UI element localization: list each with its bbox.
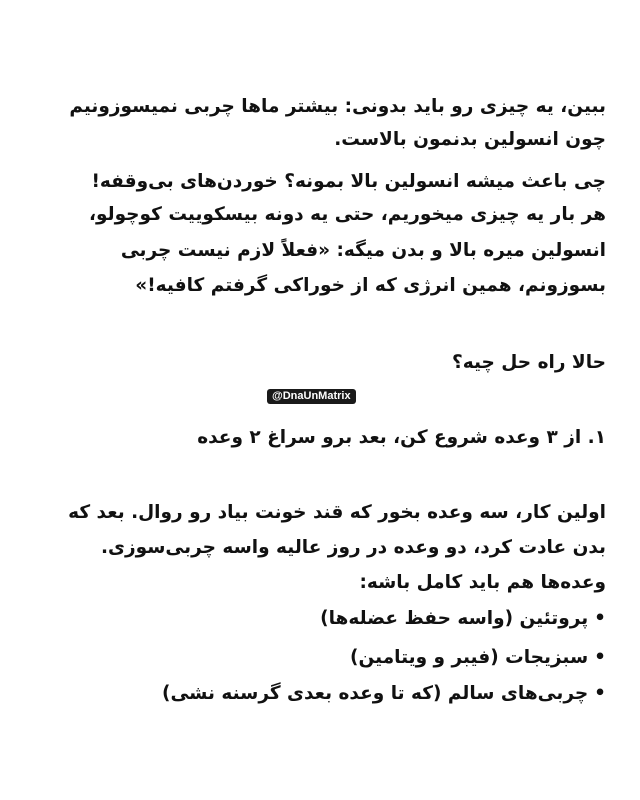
paragraph2-line1: اولین کار، سه وعده بخور که قند خونت بیاد رو روال. بعد که	[68, 502, 606, 523]
bullet-icon: •	[594, 647, 606, 668]
bullet-icon: •	[594, 608, 606, 629]
paragraph1-line4: هر بار یه چیزی میخوریم، حتی یه دونه بیسکوییت کوچولو،	[89, 204, 606, 225]
paragraph1-line5: انسولین میره بالا و بدن میگه: «فعلاً لازم نیست چربی	[120, 240, 606, 261]
paragraph1-line3: چی باعث میشه انسولین بالا بمونه؟ خوردن‌های بی‌وقفه!	[91, 171, 606, 192]
paragraph1-line1: ببین، یه چیزی رو باید بدونی: بیشتر ماها چربی نمیسوزونیم	[69, 96, 606, 117]
watermark-label: @DnaUnMatrix	[267, 389, 356, 404]
question-heading: حالا راه حل چیه؟	[452, 352, 606, 373]
list-item-label: پروتئین (واسه حفظ عضله‌ها)	[320, 608, 589, 629]
list-item-label: سبزیجات (فیبر و ویتامین)	[350, 647, 589, 668]
paragraph1-line6: بسوزونم، همین انرژی که از خوراکی گرفتم کافیه!»	[135, 275, 606, 296]
paragraph2-line2: بدن عادت کرد، دو وعده در روز عالیه واسه چربی‌سوزی.	[100, 537, 606, 558]
step1-heading: ۱. از ۳ وعده شروع کن، بعد برو سراغ ۲ وعده	[197, 427, 606, 448]
list-item	[34, 643, 606, 673]
list-item	[34, 604, 606, 634]
bullet-icon: •	[594, 683, 606, 704]
paragraph1-line2: چون انسولین بدنمون بالاست.	[334, 129, 606, 150]
list-item	[34, 679, 606, 709]
list-item-label: چربی‌های سالم (که تا وعده بعدی گرسنه نشی)	[161, 683, 589, 704]
paragraph2-line3: وعده‌ها هم باید کامل باشه:	[359, 572, 606, 593]
